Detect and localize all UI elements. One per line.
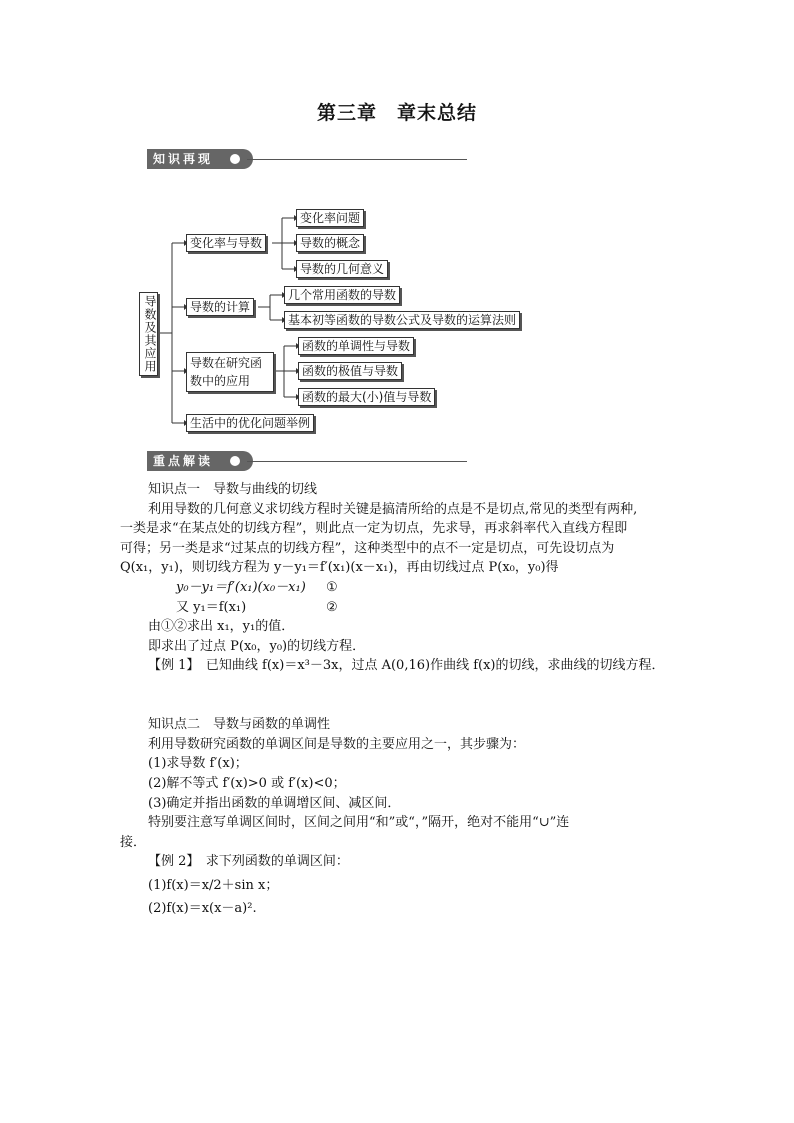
section-label: 重点解读 — [147, 451, 253, 471]
equation: y₀－y₁＝f′(x₁)(x₀－x₁) — [176, 579, 306, 595]
paragraph: 即求出了过点 P(x₀，y₀)的切线方程． — [148, 638, 366, 654]
step: (2)解不等式 f′(x)>0 或 f′(x)<0； — [148, 775, 346, 791]
tree-leaf: 几个常用函数的导数 — [284, 286, 400, 304]
example-2-part-2: (2)f(x)＝x(x－a)². — [148, 901, 257, 917]
paragraph: 利用导数研究函数的单调区间是导数的主要应用之一，其步骤为： — [148, 736, 526, 752]
paragraph: Q(x₁，y₁)，则切线方程为 y－y₁＝f′(x₁)(x－x₁)，再由切线过点 P(x₀，y₀)得 — [120, 560, 559, 576]
paragraph: 接． — [120, 834, 147, 850]
equation-row — [120, 578, 680, 598]
divider — [247, 461, 467, 462]
tree-node-optimization: 生活中的优化问题举例 — [186, 414, 314, 432]
step: (3)确定并指出函数的单调增区间、减区间． — [148, 795, 401, 811]
example-1: 【例 1】 已知曲线 f(x)＝x³－3x，过点 A(0,16)作曲线 f(x)的切线，求曲线的切线方程． — [148, 658, 665, 674]
tree-node-calc: 导数的计算 — [186, 298, 254, 316]
tree-leaf: 基本初等函数的导数公式及导数的运算法则 — [284, 311, 520, 329]
tree-leaf: 函数的单调性与导数 — [298, 337, 414, 355]
tree-leaf: 函数的极值与导数 — [298, 362, 402, 380]
equation-row — [120, 598, 680, 618]
tree-leaf: 函数的最大(小)值与导数 — [298, 388, 435, 406]
paragraph: 特别要注意写单调区间时，区间之间用“和”或“，”隔开，绝对不能用“∪”连 — [148, 815, 570, 831]
section-label: 知识再现 — [147, 149, 253, 169]
bullet-icon — [230, 456, 240, 466]
equation-number: ① — [326, 579, 338, 595]
step: (1)求导数 f′(x)； — [148, 756, 248, 772]
tree-root: 导数及其应用 — [139, 292, 158, 376]
example-2-part-1: (1)f(x)＝x/2＋sin x； — [148, 877, 279, 893]
example-2: 【例 2】 求下列函数的单调区间： — [148, 854, 349, 870]
tree-node-rate: 变化率与导数 — [186, 234, 266, 252]
paragraph: 由①②求出 x₁，y₁的值． — [148, 619, 295, 635]
point-title: 知识点二 导数与函数的单调性 — [148, 717, 331, 733]
paragraph: 利用导数的几何意义求切线方程时关键是搞清所给的点是不是切点,常见的类型有两种, — [148, 501, 638, 517]
tree-leaf: 导数的几何意义 — [296, 260, 388, 278]
paragraph: 一类是求“在某点处的切线方程”，则此点一定为切点，先求导，再求斜率代入直线方程即 — [120, 521, 628, 537]
equation-number: ② — [326, 599, 338, 615]
page-title: 第三章 章末总结 — [316, 102, 477, 124]
tree-leaf: 导数的概念 — [296, 234, 364, 252]
paragraph: 可得；另一类是求“过某点的切线方程”，这种类型中的点不一定是切点，可先设切点为 — [120, 540, 615, 556]
tree-node-application: 导数在研究函数中的应用 — [186, 352, 274, 392]
content-body — [120, 480, 680, 919]
equation: 又 y₁＝f(x₁) — [176, 599, 247, 615]
point-title: 知识点一 导数与曲线的切线 — [148, 482, 318, 497]
tree-leaf: 变化率问题 — [296, 209, 364, 227]
